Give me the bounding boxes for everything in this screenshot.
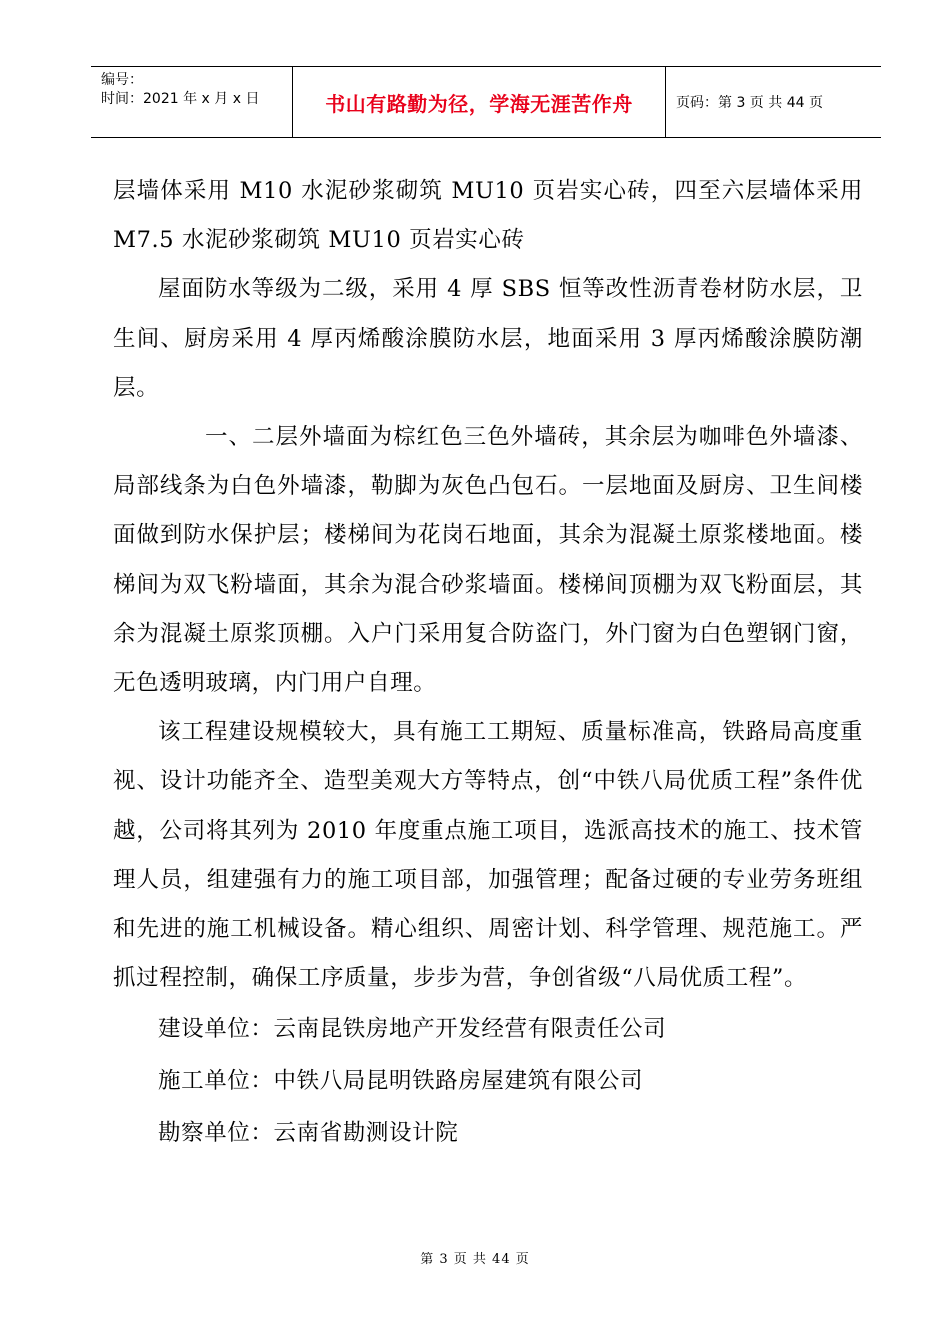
header-motto: 书山有路勤为径，学海无涯苦作舟: [325, 91, 633, 116]
page-footer: 第 3 页 共 44 页: [420, 1252, 530, 1267]
document-header: [91, 66, 881, 138]
document-time-label: 时间：2021 年 x 月 x 日: [101, 91, 260, 107]
header-divider: [665, 67, 666, 137]
document-body: [113, 167, 863, 1159]
paragraph-wall-materials: 层墙体采用 M10 水泥砂浆砌筑 MU10 页岩实心砖，四至六层墙体采用 M7.5 水泥砂浆砌筑 MU10 页岩实心砖: [113, 178, 863, 254]
document-number-label: 编号：: [101, 72, 143, 88]
paragraph-finishes: 一、二层外墙面为棕红色三色外墙砖，其余层为咖啡色外墙漆、局部线条为白色外墙漆，勒脚为灰色凸包石。一层地面及厨房、卫生间楼面做到防水保护层；楼梯间为花岗石地面，其余为混凝土原浆楼地面。楼梯间为双飞粉墙面，其余为混合砂浆墙面。楼梯间顶棚为双飞粉面层，其余为混凝土原浆顶棚。入户门采用复合防盗门，外门窗为白色塑钢门窗，无色透明玻璃，内门用户自理。: [113, 424, 863, 697]
construction-unit: 建设单位：云南昆铁房地产开发经营有限责任公司: [158, 1016, 667, 1043]
header-meta: [101, 71, 291, 109]
builder-unit: 施工单位：中铁八局昆明铁路房屋建筑有限公司: [158, 1068, 644, 1095]
survey-unit: 勘察单位：云南省勘测设计院: [158, 1120, 459, 1147]
paragraph-project-overview: 该工程建设规模较大，具有施工工期短、质量标准高，铁路局高度重视、设计功能齐全、造型美观大方等特点，创“中铁八局优质工程”条件优越，公司将其列为 2010 年度重点施工项目，选派高技术的施工、技术管理人员，组建强有力的施工项目部，加强管理；配备过硬的专业劳务班组和先进的施工机械设备。精心组织、周密计划、科学管理、规范施工。严抓过程控制，确保工序质量，步步为营，争创省级“八局优质工程”。: [113, 719, 863, 992]
header-page-info: 页码：第 3 页 共 44 页: [676, 95, 823, 111]
paragraph-waterproofing: 屋面防水等级为二级，采用 4 厚 SBS 恒等改性沥青卷材防水层，卫生间、厨房采用 4 厚丙烯酸涂膜防水层，地面采用 3 厚丙烯酸涂膜防潮层。: [113, 276, 863, 401]
